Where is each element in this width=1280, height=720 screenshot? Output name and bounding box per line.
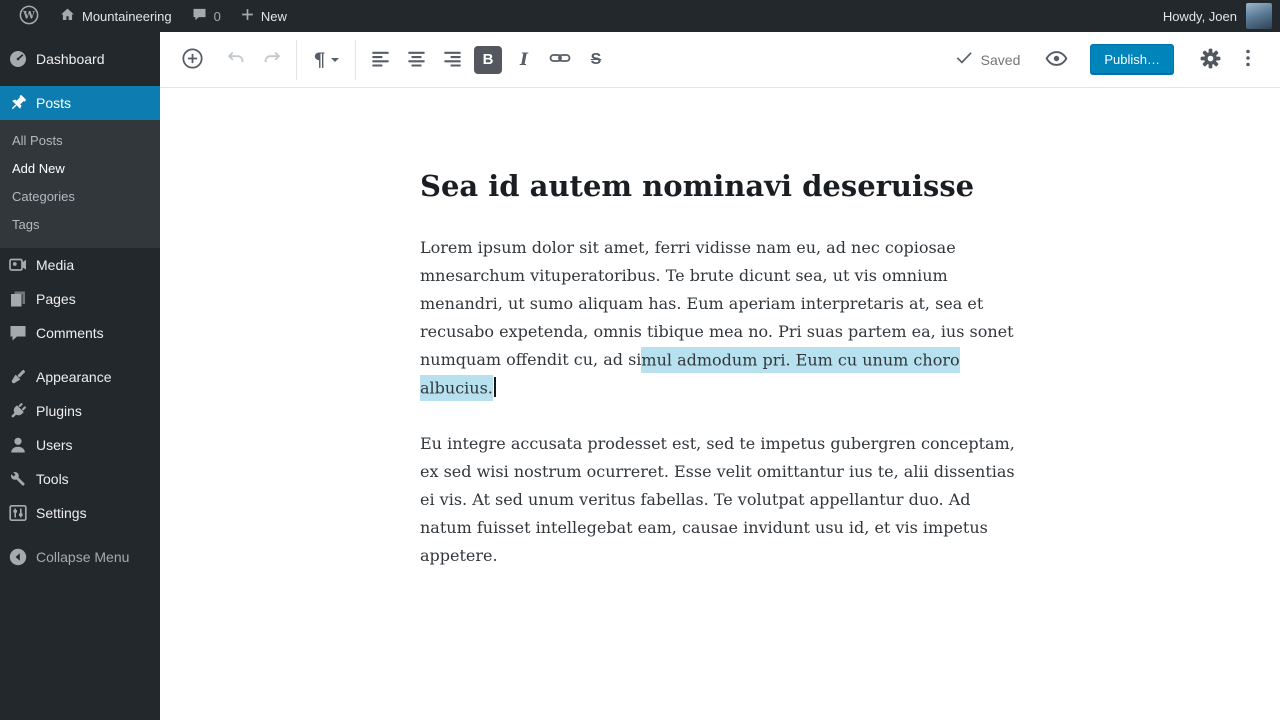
sidebar-item-dashboard[interactable]	[0, 42, 160, 76]
settings-sliders-icon	[8, 503, 28, 523]
admin-bar-comments[interactable]	[182, 0, 231, 32]
paragraph-block[interactable]	[420, 234, 1020, 402]
sidebar-item-settings[interactable]	[0, 496, 160, 530]
avatar[interactable]	[1246, 3, 1272, 29]
sidebar-item-label: Plugins	[36, 403, 82, 419]
comments-count: 0	[213, 8, 221, 24]
wrench-icon	[8, 469, 28, 489]
check-icon	[954, 47, 974, 72]
post-title[interactable]: Sea id autem nominavi deseruisse	[420, 169, 975, 203]
posts-submenu	[0, 120, 160, 248]
paragraph-icon: ¶	[313, 48, 326, 71]
bold-button[interactable]	[470, 40, 506, 80]
align-center-icon	[405, 47, 428, 73]
strikethrough-icon: S	[590, 50, 602, 68]
redo-icon	[261, 47, 283, 72]
sidebar-item-label: Tools	[36, 471, 69, 487]
gear-icon	[1198, 46, 1223, 74]
kebab-menu-icon	[1236, 46, 1260, 73]
sidebar-item-label: Pages	[36, 291, 76, 307]
paragraph-text: Lorem ipsum dolor sit amet, ferri vidisse nam eu, ad nec copiosae mnesarchum vituperatoribus. Te brute dicunt sea, ut vis omnium menandri, ut sumo aliquam has. Eum aperiam interpretaris at, sea et recusabo expetenda, omnis tibique mea no. Pri suas partem ea, ius sonet numquam offendit cu, ad si	[420, 238, 1014, 369]
sidebar-item-appearance[interactable]	[0, 360, 160, 394]
admin-bar	[0, 0, 1280, 32]
toolbar-separator	[355, 40, 356, 80]
collapse-arrow-icon	[8, 547, 28, 567]
paragraph-block[interactable]: Eu integre accusata prodesset est, sed te impetus gubergren conceptam, ex sed wisi nostrum ocurreret. Esse velit omittantur ius te, alii dissentias ei vis. At sed unum veritus fabellas. Te volutpat appellantur duo. Ad natum fuisset intellegebat eam, causae invidunt usu id, et vis impetus appetere.	[420, 434, 1015, 565]
preview-button[interactable]	[1038, 40, 1074, 80]
wordpress-logo-menu[interactable]	[8, 0, 50, 32]
sidebar-item-pages[interactable]	[0, 282, 160, 316]
dashboard-icon	[8, 49, 28, 69]
home-icon	[60, 7, 75, 25]
site-name-link[interactable]	[50, 0, 182, 32]
admin-sidebar	[0, 32, 160, 720]
strikethrough-button[interactable]	[578, 40, 614, 80]
pages-icon	[8, 289, 28, 309]
admin-bar-right	[1163, 0, 1280, 32]
sidebar-item-label: Comments	[36, 325, 104, 341]
collapse-menu-label: Collapse Menu	[36, 549, 130, 565]
sidebar-item-users[interactable]	[0, 428, 160, 462]
collapse-menu-button[interactable]	[0, 540, 160, 574]
align-left-icon	[369, 47, 392, 73]
pushpin-icon	[8, 93, 28, 113]
editor-toolbar	[160, 32, 1280, 88]
plus-icon	[241, 8, 254, 24]
sidebar-item-comments[interactable]	[0, 316, 160, 350]
selected-text: mul admodum pri. Eum cu unum choro albucius.	[420, 347, 960, 401]
undo-button[interactable]	[218, 40, 254, 80]
svg-text:W: W	[23, 9, 35, 22]
sidebar-item-posts[interactable]	[0, 86, 160, 120]
sidebar-item-plugins[interactable]	[0, 394, 160, 428]
sidebar-item-tools[interactable]	[0, 462, 160, 496]
media-icon	[8, 255, 28, 275]
sidebar-item-label: Posts	[36, 95, 72, 111]
align-right-icon	[441, 47, 464, 73]
user-icon	[8, 435, 28, 455]
comment-icon	[8, 323, 28, 343]
save-status	[954, 47, 1021, 72]
paragraph-block-dropdown[interactable]	[303, 40, 349, 80]
sidebar-item-label: Appearance	[36, 369, 112, 385]
settings-gear-button[interactable]	[1192, 40, 1228, 80]
inserter-plus-icon	[180, 46, 205, 74]
text-cursor	[494, 377, 496, 397]
sidebar-item-label: Users	[36, 437, 73, 453]
comments-bubble-icon	[192, 7, 207, 25]
italic-icon: I	[520, 49, 528, 70]
admin-bar-left	[0, 0, 297, 32]
undo-icon	[225, 47, 247, 72]
submenu-item-tags[interactable]: Tags	[12, 217, 40, 232]
submenu-item-all-posts[interactable]: All Posts	[12, 133, 63, 148]
chevron-down-icon	[331, 58, 339, 62]
sidebar-item-media[interactable]	[0, 248, 160, 282]
sidebar-item-label: Settings	[36, 505, 87, 521]
publish-button[interactable]: Publish…	[1090, 44, 1174, 75]
italic-button[interactable]	[506, 40, 542, 80]
plug-icon	[8, 401, 28, 421]
admin-bar-new[interactable]	[231, 0, 297, 32]
link-chain-icon	[548, 46, 572, 73]
sidebar-item-label: Media	[36, 257, 75, 273]
editor-main	[160, 32, 1280, 720]
toolbar-separator	[296, 40, 297, 80]
saved-label: Saved	[980, 51, 1021, 68]
align-left-button[interactable]	[362, 40, 398, 80]
redo-button[interactable]	[254, 40, 290, 80]
block-inserter-button[interactable]	[174, 40, 210, 80]
document-column	[420, 168, 1020, 570]
submenu-item-add-new[interactable]: Add New	[12, 161, 65, 176]
eye-icon	[1044, 46, 1069, 74]
bold-icon: B	[474, 46, 502, 74]
site-name: Mountaineering	[82, 8, 172, 24]
wordpress-logo-icon	[18, 4, 40, 29]
submenu-item-categories[interactable]: Categories	[12, 189, 75, 204]
paintbrush-icon	[8, 367, 28, 387]
link-button[interactable]	[542, 40, 578, 80]
new-label: New	[260, 8, 287, 24]
more-options-button[interactable]	[1230, 40, 1266, 80]
editor-canvas[interactable]	[160, 88, 1280, 570]
align-center-button[interactable]	[398, 40, 434, 80]
align-right-button[interactable]	[434, 40, 470, 80]
howdy-text[interactable]: Howdy, Joen	[1162, 8, 1237, 24]
sidebar-item-label: Dashboard	[36, 51, 105, 67]
